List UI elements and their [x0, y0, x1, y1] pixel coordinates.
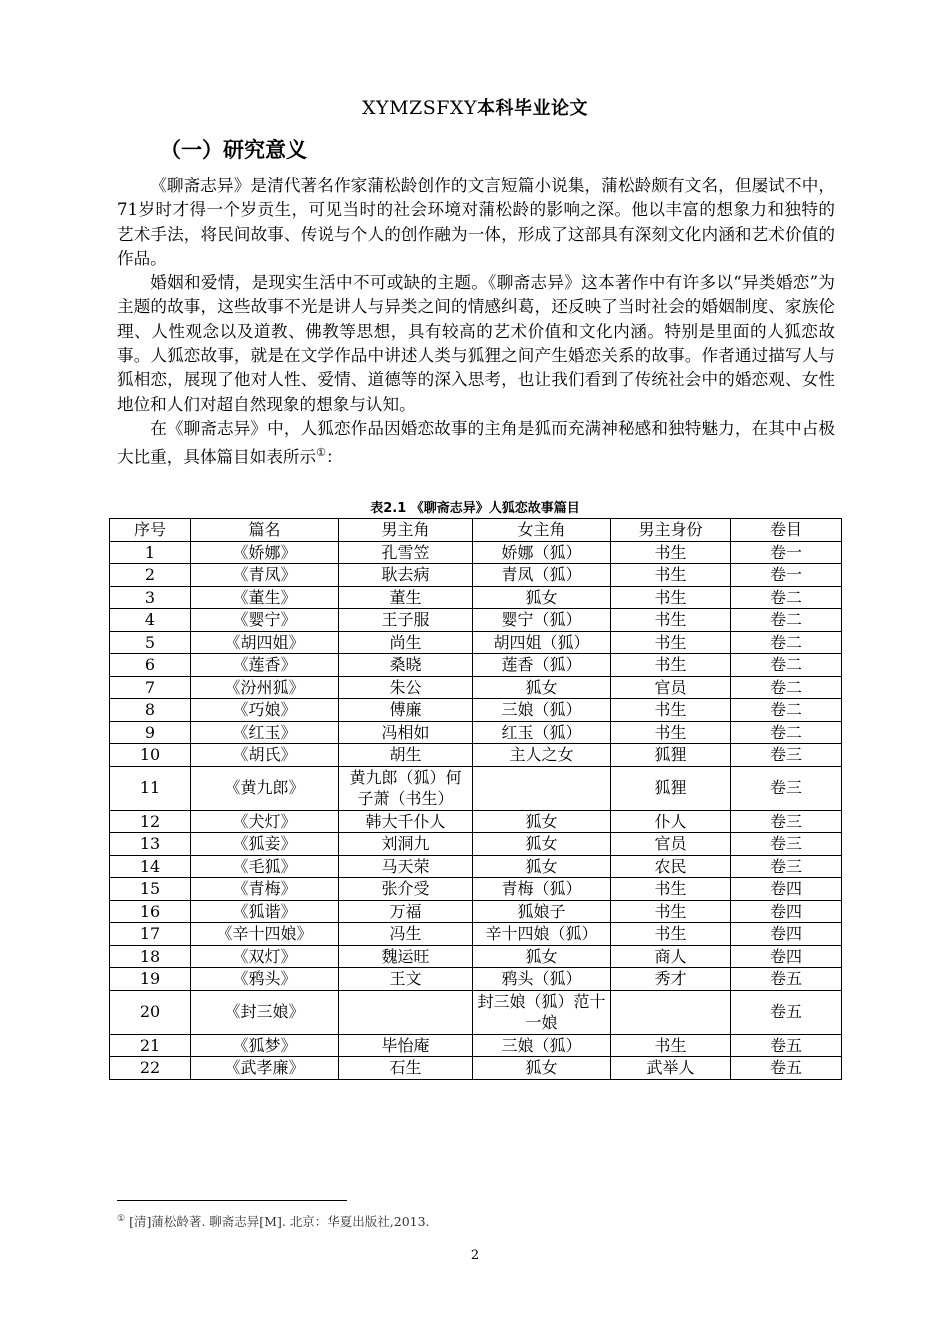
table-row	[110, 855, 842, 878]
col-header: 女主角	[473, 519, 611, 542]
table-body	[110, 541, 842, 1079]
cell-female-lead: 主人之女	[473, 744, 611, 767]
cell-title: 《青凤》	[191, 564, 339, 587]
table-row	[110, 878, 842, 901]
cell-title: 《辛十四娘》	[191, 923, 339, 946]
cell-volume: 卷五	[731, 990, 842, 1034]
cell-male-lead: 冯相如	[339, 721, 473, 744]
cell-female-lead: 狐女	[473, 810, 611, 833]
table-row	[110, 586, 842, 609]
table-row	[110, 541, 842, 564]
cell-volume: 卷二	[731, 721, 842, 744]
cell-index: 15	[110, 878, 191, 901]
footnote-text: [清]蒲松龄著. 聊斋志异[M]. 北京：华夏出版社,2013.	[129, 1214, 430, 1229]
table-row	[110, 654, 842, 677]
cell-male-identity: 书生	[611, 631, 731, 654]
cell-index: 22	[110, 1057, 191, 1080]
cell-index: 11	[110, 766, 191, 810]
cell-index: 9	[110, 721, 191, 744]
cell-index: 17	[110, 923, 191, 946]
cell-male-identity: 狐狸	[611, 744, 731, 767]
table-caption: 表2.1 《聊斋志异》人狐恋故事篇目	[370, 501, 580, 516]
cell-female-lead: 狐女	[473, 1057, 611, 1080]
cell-volume: 卷四	[731, 878, 842, 901]
cell-male-lead: 王子服	[339, 609, 473, 632]
cell-female-lead: 莲香（狐）	[473, 654, 611, 677]
cell-index: 4	[110, 609, 191, 632]
paragraph-1: 《聊斋志异》是清代著名作家蒲松龄创作的文言短篇小说集，蒲松龄颇有文名，但屡试不中，71岁时才得一个岁贡生，可见当时的社会环境对蒲松龄的影响之深。他以丰富的想象力和独特的艺术手法，将民间故事、传说与个人的创作融为一体，形成了这部具有深刻文化内涵和艺术价值的作品。	[117, 176, 835, 268]
cell-volume: 卷一	[731, 564, 842, 587]
cell-male-lead: 桑晓	[339, 654, 473, 677]
cell-male-identity: 书生	[611, 923, 731, 946]
table-row	[110, 945, 842, 968]
cell-title: 《犬灯》	[191, 810, 339, 833]
cell-male-lead: 万福	[339, 900, 473, 923]
cell-female-lead	[473, 766, 611, 810]
cell-index: 1	[110, 541, 191, 564]
paragraph-3-end: ：	[326, 447, 343, 467]
cell-female-lead: 鸦头（狐）	[473, 968, 611, 991]
col-header: 序号	[110, 519, 191, 542]
cell-male-identity: 书生	[611, 609, 731, 632]
cell-male-identity: 书生	[611, 564, 731, 587]
cell-title: 《狐梦》	[191, 1034, 339, 1057]
cell-male-identity: 书生	[611, 586, 731, 609]
table-header-row	[110, 519, 842, 542]
cell-male-lead: 石生	[339, 1057, 473, 1080]
table-row	[110, 923, 842, 946]
table-row	[110, 810, 842, 833]
cell-female-lead: 辛十四娘（狐）	[473, 923, 611, 946]
cell-index: 7	[110, 676, 191, 699]
table-row	[110, 609, 842, 632]
header-prefix: XYMZSFXY	[362, 97, 477, 119]
cell-index: 20	[110, 990, 191, 1034]
col-header: 篇名	[191, 519, 339, 542]
cell-male-lead: 耿去病	[339, 564, 473, 587]
cell-male-lead	[339, 990, 473, 1034]
cell-title: 《胡氏》	[191, 744, 339, 767]
cell-male-identity: 官员	[611, 833, 731, 856]
cell-title: 《娇娜》	[191, 541, 339, 564]
cell-volume: 卷二	[731, 676, 842, 699]
cell-volume: 卷三	[731, 810, 842, 833]
cell-volume: 卷四	[731, 900, 842, 923]
paragraph-2: 婚姻和爱情，是现实生活中不可或缺的主题。《聊斋志异》这本著作中有许多以“异类婚恋”为主题的故事，这些故事不光是讲人与异类之间的情感纠葛，还反映了当时社会的婚姻制度、家族伦理、人性观念以及道教、佛教等思想，具有较高的艺术价值和文化内涵。特别是里面的人狐恋故事。人狐恋故事，就是在文学作品中讲述人类与狐狸之间产生婚恋关系的故事。作者通过描写人与狐相恋，展现了他对人性、爱情、道德等的深入思考，也让我们看到了传统社会中的婚恋观、女性地位和人们对超自然现象的想象与认知。	[117, 273, 835, 414]
table-row	[110, 564, 842, 587]
cell-female-lead: 红玉（狐）	[473, 721, 611, 744]
cell-female-lead: 青梅（狐）	[473, 878, 611, 901]
cell-female-lead: 狐女	[473, 855, 611, 878]
cell-female-lead: 青凤（狐）	[473, 564, 611, 587]
cell-volume: 卷五	[731, 968, 842, 991]
paragraph-3	[117, 417, 835, 470]
cell-male-lead: 朱公	[339, 676, 473, 699]
cell-title: 《莲香》	[191, 654, 339, 677]
cell-title: 《封三娘》	[191, 990, 339, 1034]
cell-volume: 卷四	[731, 923, 842, 946]
cell-male-lead: 张介受	[339, 878, 473, 901]
table-row	[110, 833, 842, 856]
cell-male-identity: 农民	[611, 855, 731, 878]
cell-male-lead: 王文	[339, 968, 473, 991]
cell-male-identity: 书生	[611, 654, 731, 677]
cell-male-lead: 韩大千仆人	[339, 810, 473, 833]
cell-male-lead: 傅廉	[339, 699, 473, 722]
cell-male-lead: 魏运旺	[339, 945, 473, 968]
col-header: 卷目	[731, 519, 842, 542]
section-title: （一）研究意义	[160, 138, 307, 162]
cell-index: 8	[110, 699, 191, 722]
table-row	[110, 968, 842, 991]
cell-female-lead: 胡四姐（狐）	[473, 631, 611, 654]
cell-index: 2	[110, 564, 191, 587]
table-row	[110, 1034, 842, 1057]
cell-title: 《巧娘》	[191, 699, 339, 722]
cell-female-lead: 狐女	[473, 676, 611, 699]
cell-index: 13	[110, 833, 191, 856]
cell-title: 《董生》	[191, 586, 339, 609]
cell-volume: 卷二	[731, 654, 842, 677]
cell-male-identity: 狐狸	[611, 766, 731, 810]
cell-title: 《婴宁》	[191, 609, 339, 632]
table-row	[110, 631, 842, 654]
cell-male-lead: 尚生	[339, 631, 473, 654]
col-header: 男主身份	[611, 519, 731, 542]
cell-male-lead: 孔雪笠	[339, 541, 473, 564]
table-row	[110, 721, 842, 744]
paragraph-3-text: 在《聊斋志异》中，人狐恋作品因婚恋故事的主角是狐而充满神秘感和独特魅力，在其中占极大比重，具体篇目如表所示	[117, 418, 835, 467]
cell-male-lead: 马天荣	[339, 855, 473, 878]
cell-male-identity: 书生	[611, 699, 731, 722]
cell-male-identity: 书生	[611, 878, 731, 901]
col-header: 男主角	[339, 519, 473, 542]
cell-volume: 卷三	[731, 855, 842, 878]
cell-volume: 卷二	[731, 631, 842, 654]
cell-title: 《狐妾》	[191, 833, 339, 856]
cell-title: 《胡四姐》	[191, 631, 339, 654]
table-row	[110, 766, 842, 810]
page-header	[0, 94, 950, 120]
cell-male-identity: 书生	[611, 1034, 731, 1057]
cell-male-lead: 毕怡庵	[339, 1034, 473, 1057]
cell-female-lead: 狐女	[473, 945, 611, 968]
cell-male-lead: 董生	[339, 586, 473, 609]
table-row	[110, 744, 842, 767]
body-text	[117, 174, 835, 470]
footnote-reference[interactable]: ①	[316, 446, 326, 460]
cell-female-lead: 娇娜（狐）	[473, 541, 611, 564]
cell-index: 14	[110, 855, 191, 878]
cell-male-lead: 胡生	[339, 744, 473, 767]
cell-index: 5	[110, 631, 191, 654]
footnote-divider	[117, 1200, 347, 1201]
table-row	[110, 990, 842, 1034]
cell-title: 《黄九郎》	[191, 766, 339, 810]
cell-title: 《汾州狐》	[191, 676, 339, 699]
cell-index: 3	[110, 586, 191, 609]
cell-female-lead: 狐娘子	[473, 900, 611, 923]
cell-volume: 卷二	[731, 609, 842, 632]
cell-index: 19	[110, 968, 191, 991]
cell-volume: 卷四	[731, 945, 842, 968]
cell-title: 《武孝廉》	[191, 1057, 339, 1080]
cell-male-identity	[611, 990, 731, 1034]
cell-volume: 卷三	[731, 766, 842, 810]
cell-volume: 卷五	[731, 1057, 842, 1080]
cell-female-lead: 三娘（狐）	[473, 699, 611, 722]
cell-male-lead: 刘洞九	[339, 833, 473, 856]
cell-male-identity: 书生	[611, 541, 731, 564]
footnote-mark: ①	[117, 1213, 126, 1224]
cell-index: 10	[110, 744, 191, 767]
cell-female-lead: 狐女	[473, 833, 611, 856]
cell-female-lead: 三娘（狐）	[473, 1034, 611, 1057]
footnote	[117, 1212, 430, 1230]
cell-male-identity: 官员	[611, 676, 731, 699]
table-row	[110, 676, 842, 699]
stories-table	[109, 518, 842, 1080]
cell-volume: 卷二	[731, 699, 842, 722]
cell-title: 《狐谐》	[191, 900, 339, 923]
cell-index: 18	[110, 945, 191, 968]
cell-index: 12	[110, 810, 191, 833]
table-row	[110, 900, 842, 923]
table-row	[110, 699, 842, 722]
cell-male-identity: 商人	[611, 945, 731, 968]
cell-title: 《毛狐》	[191, 855, 339, 878]
page-number: 2	[470, 1248, 480, 1263]
cell-female-lead: 封三娘（狐）范十一娘	[473, 990, 611, 1034]
cell-volume: 卷五	[731, 1034, 842, 1057]
header-title: 本科毕业论文	[477, 98, 588, 119]
cell-male-identity: 书生	[611, 721, 731, 744]
cell-male-lead: 黄九郎（狐）何子萧（书生）	[339, 766, 473, 810]
cell-volume: 卷三	[731, 744, 842, 767]
cell-index: 16	[110, 900, 191, 923]
cell-title: 《红玉》	[191, 721, 339, 744]
cell-title: 《双灯》	[191, 945, 339, 968]
cell-volume: 卷一	[731, 541, 842, 564]
cell-male-identity: 武举人	[611, 1057, 731, 1080]
cell-male-identity: 秀才	[611, 968, 731, 991]
cell-female-lead: 狐女	[473, 586, 611, 609]
cell-male-identity: 书生	[611, 900, 731, 923]
cell-female-lead: 婴宁（狐）	[473, 609, 611, 632]
cell-male-identity: 仆人	[611, 810, 731, 833]
cell-title: 《青梅》	[191, 878, 339, 901]
cell-index: 21	[110, 1034, 191, 1057]
cell-volume: 卷三	[731, 833, 842, 856]
table-row	[110, 1057, 842, 1080]
cell-male-lead: 冯生	[339, 923, 473, 946]
cell-title: 《鸦头》	[191, 968, 339, 991]
cell-volume: 卷二	[731, 586, 842, 609]
cell-index: 6	[110, 654, 191, 677]
